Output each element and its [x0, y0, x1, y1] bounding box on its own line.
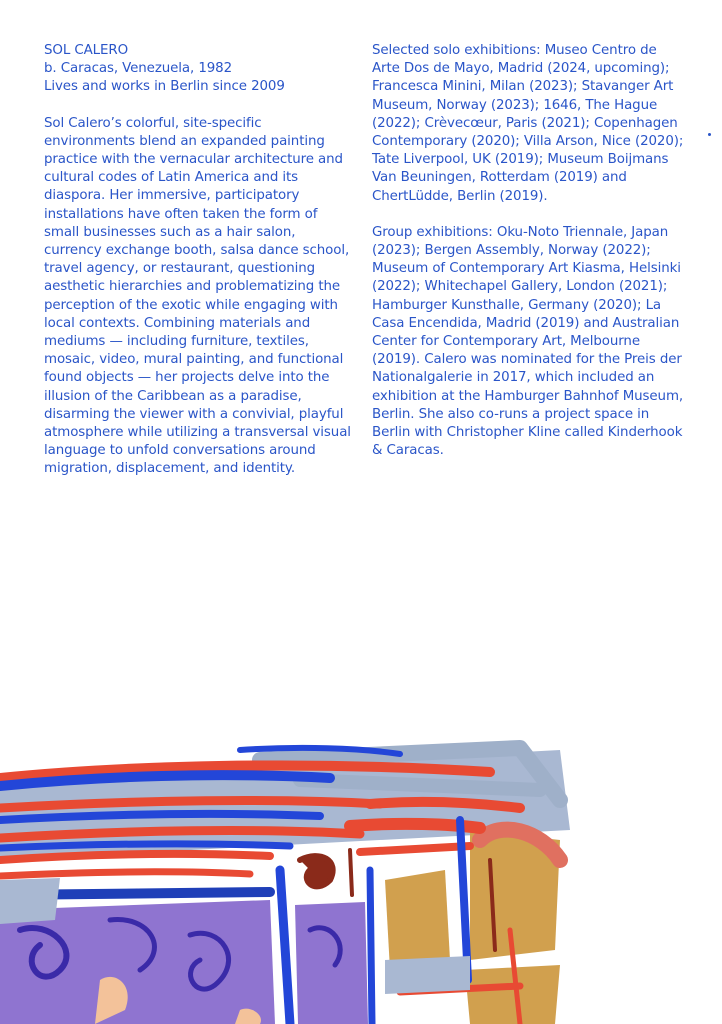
right-column: [372, 42, 684, 478]
solo-exhibitions: Selected solo exhibitions: Museo Centro de Arte Dos de Mayo, Madrid (2024, upcoming); Francesca Minini, Milan (2023); Stavanger Art Museum, Norway (2023); 1646, The Hague (2022); Crèvecœur, Paris (2021); Copenhagen Contemporary (2020); Villa Arson, Nice (2020); Tate Liverpool, UK (2019); Museum Boijmans Van Beuningen, Rotterdam (2019) and ChertLüdde, Berlin (2019).: [372, 43, 684, 204]
painted-artwork-illustration: [0, 720, 722, 1024]
left-column: [44, 42, 352, 497]
stray-mark: [708, 133, 711, 136]
artist-birth: b. Caracas, Venezuela, 1982: [44, 61, 232, 77]
group-exhibitions: Group exhibitions: Oku-Noto Triennale, Japan (2023); Bergen Assembly, Norway (2022); Museum of Contemporary Art Kiasma, Helsinki (2022); Whitechapel Gallery, London (2021); Hamburger Kunsthalle, Germany (2020); La Casa Encendida, Madrid (2019) and Australian Center for Contemporary Art, Melbourne (2019). Calero was nominated for the Preis der Nationalgalerie in 2017, which included an exhibition at the Hamburger Bahnhof Museum, Berlin. She also co-runs a project space in Berlin with Christopher Kline called Kinderhook & Caracas.: [372, 224, 684, 459]
artist-residence: Lives and works in Berlin since 2009: [44, 79, 285, 95]
artist-bio: Sol Calero’s colorful, site-specific environments blend an expanded painting practice with the vernacular architecture and cultural codes of Latin America and its diaspora. Her immersive, participatory installations have often taken the form of small businesses such as a hair salon, currency exchange booth, salsa dance school, travel agency, or restaurant, questioning aesthetic hierarchies and problematizing the perception of the exotic while engaging with local contexts. Combining materials and mediums — including furniture, textiles, mosaic, video, mural painting, and functional found objects — her projects delve into the illusion of the Caribbean as a paradise, disarming the viewer with a convivial, playful atmosphere while utilizing a transversal visual language to unfold conversations around migration, displacement, and identity.: [44, 115, 351, 477]
artist-header: [44, 42, 352, 97]
artist-name: SOL CALERO: [44, 43, 129, 58]
